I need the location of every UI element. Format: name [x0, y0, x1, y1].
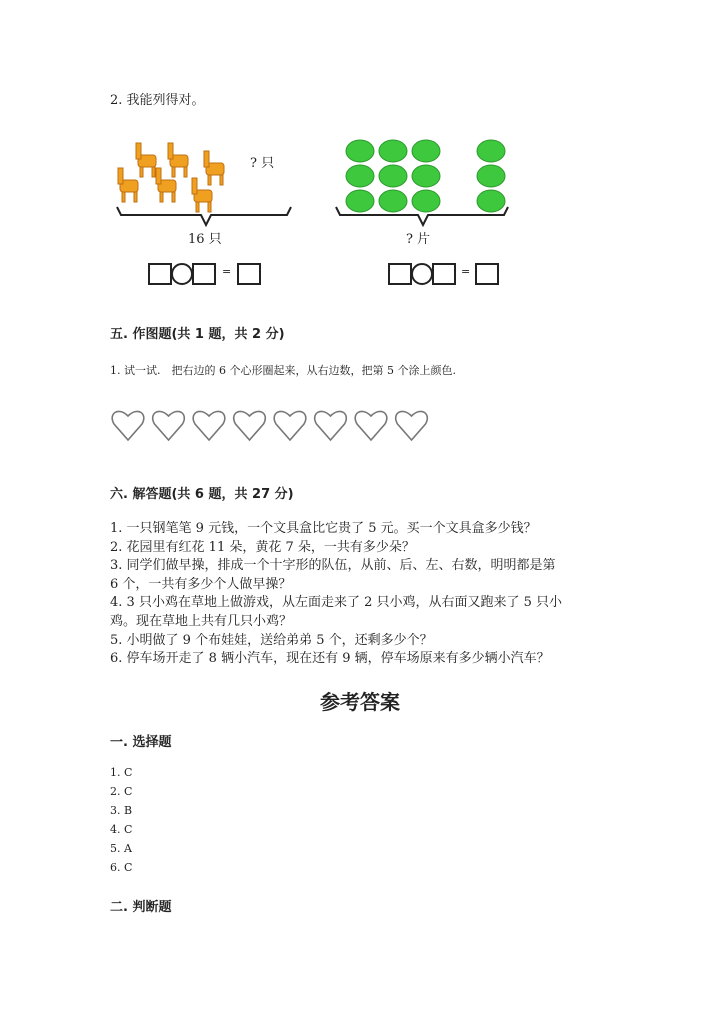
heart-icon	[355, 411, 387, 440]
question-line: 2. 花园里有红花 11 朵，黄花 7 朵，一共有多少朵？	[110, 539, 415, 555]
heart-icon	[234, 411, 266, 440]
question-title: 2. 我能列得对。	[110, 93, 205, 108]
answer-item: 2. C	[110, 785, 133, 798]
equation-boxes-left	[148, 262, 264, 286]
question-line: 1. 一只钢笔笔 9 元钱，一个文具盒比它贵了 5 元。买一个文具盒多少钱？	[110, 521, 537, 536]
heart-icon	[396, 411, 428, 440]
heart-icon	[315, 411, 347, 440]
question-line: 3. 同学们做早操，排成一个十字形的队伍，从前、后、左、右数，明明都是第	[110, 558, 556, 574]
total-label: 16 只	[188, 232, 222, 247]
heart-icon	[153, 411, 185, 440]
answer-item: 4. C	[110, 823, 133, 836]
unknown-count-label: ? 只	[250, 156, 275, 171]
question-line: 5. 小明做了 9 个布娃娃，送给弟弟 5 个，还剩多少个？	[110, 632, 433, 648]
answer-item: 6. C	[110, 861, 133, 874]
heart-icon	[112, 411, 144, 440]
answer-item: 1. C	[110, 766, 133, 779]
answer-item: 5. A	[110, 842, 132, 855]
question-line: 鸡。现在草地上共有几只小鸡？	[110, 614, 293, 629]
equals-sign: =	[461, 265, 471, 278]
answers-title: 参考答案	[320, 690, 400, 714]
equation-boxes-right	[388, 262, 504, 286]
question-line: 4. 3 只小鸡在草地上做游戏，从左面走来了 2 只小鸡，从右面又跑来了 5 只小	[110, 595, 563, 611]
total-label: ? 片	[406, 232, 431, 247]
section-heading: 五. 作图题(共 1 题，共 2 分)	[110, 327, 285, 342]
equals-sign: =	[222, 265, 232, 278]
heart-icon	[274, 411, 306, 440]
question-text: 1. 试一试. 把右边的 6 个心形圈起来，从右边数，把第 5 个涂上颜色.	[110, 364, 456, 377]
leaves-illustration	[345, 139, 515, 215]
question-line: 6. 停车场开走了 8 辆小汽车，现在还有 9 辆，停车场原来有多少辆小汽车？	[110, 651, 550, 667]
brace-left	[115, 205, 295, 227]
section-heading: 二. 判断题	[110, 900, 172, 915]
question-line: 6 个，一共有多少个人做早操？	[110, 576, 292, 592]
brace-right	[334, 205, 514, 227]
section-heading: 六. 解答题(共 6 题，共 27 分)	[110, 487, 294, 502]
answer-item: 3. B	[110, 804, 133, 817]
section-heading: 一. 选择题	[110, 735, 172, 750]
heart-icon	[193, 411, 225, 440]
hearts-row	[110, 408, 440, 444]
